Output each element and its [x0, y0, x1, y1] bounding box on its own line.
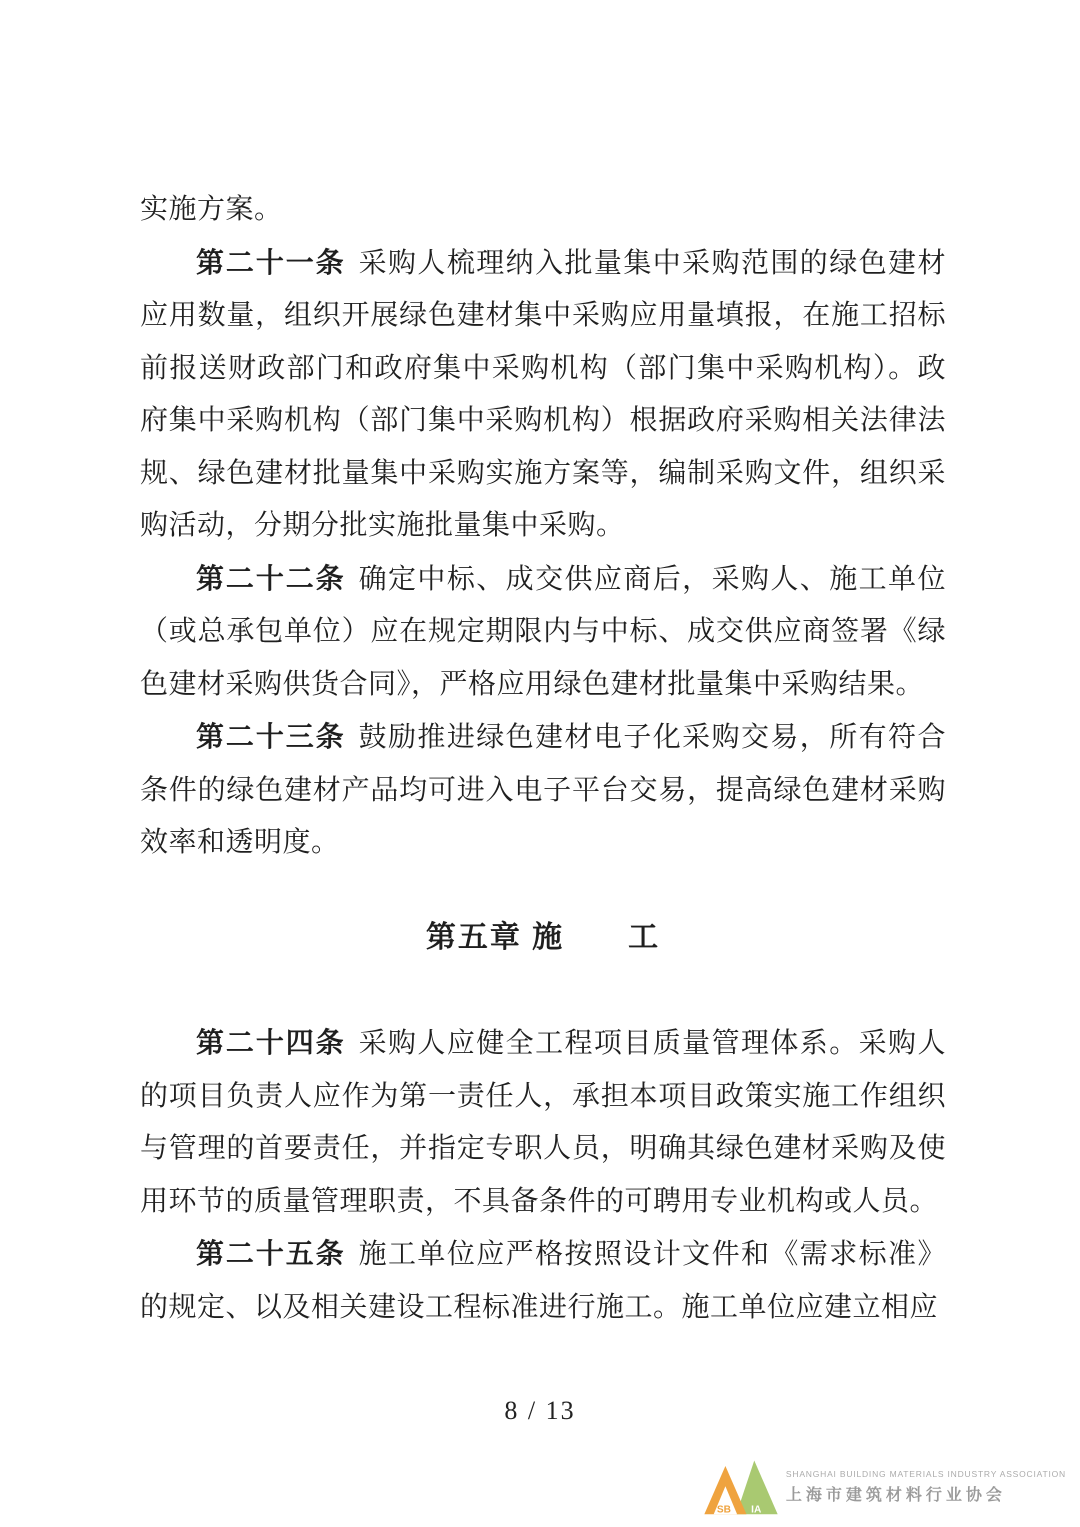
article-number: 第二十一条	[196, 246, 346, 278]
article-number: 第二十二条	[196, 562, 346, 594]
paragraph-article-25	[140, 1228, 946, 1334]
document-body	[140, 184, 946, 1334]
association-name-zh: 上海市建筑材料行业协会	[785, 1487, 1006, 1504]
paragraph-text: 采购人梳理纳入批量集中采购范围的绿色建材应用数量，组织开展绿色建材集中采购应用量填报，在施工招标前报送财政部门和政府集中采购机构（部门集中采购机构）。政府集中采购机构（部门集中采购机构）根据政府采购相关法律法规、绿色建材批量集中采购实施方案等，编制采购文件，组织采购活动，分期分批实施批量集中采购。	[140, 247, 946, 541]
paragraph-text: 施工单位应严格按照设计文件和《需求标准》的规定、以及相关建设工程标准进行施工。施工单位应建立相应	[140, 1239, 946, 1323]
association-logo	[702, 1455, 1066, 1519]
paragraph-article-24	[140, 1017, 946, 1228]
paragraph-text: 确定中标、成交供应商后，采购人、施工单位（或总承包单位）应在规定期限内与中标、成交供应商签署《绿色建材采购供货合同》，严格应用绿色建材批量集中采购结果。	[140, 563, 946, 700]
paragraph-text: 采购人应健全工程项目质量管理体系。采购人的项目负责人应作为第一责任人，承担本项目政策实施工作组织与管理的首要责任，并指定专职人员，明确其绿色建材采购及使用环节的质量管理职责，不具备条件的可聘用专业机构或人员。	[140, 1028, 946, 1217]
page-indicator: 8 / 13	[504, 1396, 576, 1425]
paragraph-article-22	[140, 553, 946, 712]
mountain-m-logo-icon	[702, 1455, 780, 1519]
article-number: 第二十三条	[196, 721, 346, 752]
paragraph-article-21	[140, 237, 946, 553]
association-name-en: SHANGHAI BUILDING MATERIALS INDUSTRY ASSOCIATION	[785, 1469, 1066, 1479]
paragraph-text: 鼓励推进绿色建材电子化采购交易，所有符合条件的绿色建材产品均可进入电子平台交易，提高绿色建材采购效率和透明度。	[140, 722, 946, 858]
chapter-heading: 第五章 施 工	[425, 920, 661, 954]
article-number: 第二十五条	[196, 1238, 346, 1269]
logo-acronym-right: IA	[751, 1504, 762, 1516]
paragraph-text: 实施方案。	[140, 194, 283, 225]
paragraph-continuation	[140, 184, 946, 237]
paragraph-article-23	[140, 711, 946, 870]
logo-acronym-left: SB	[716, 1504, 731, 1516]
association-name	[786, 1469, 1066, 1505]
article-number: 第二十四条	[196, 1027, 346, 1058]
